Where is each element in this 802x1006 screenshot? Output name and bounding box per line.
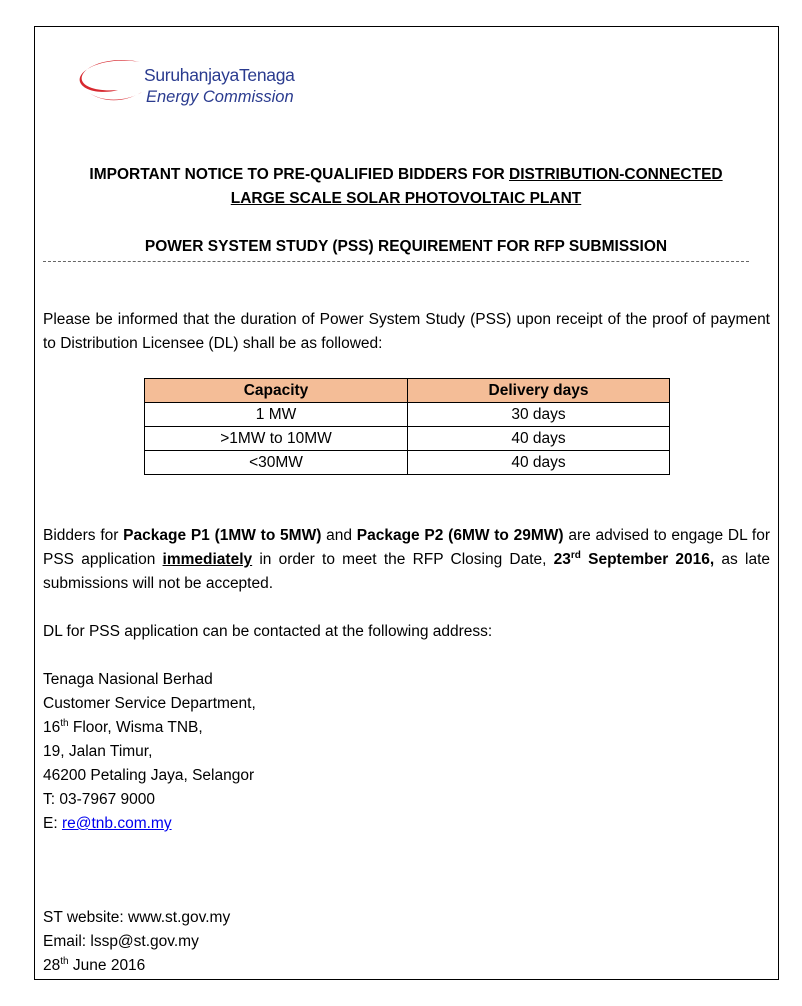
intro-paragraph: Please be informed that the duration of Power System Study (PSS) upon receipt of the proof of payment to Distribution Licensee (DL) shall be as followed: bbox=[43, 311, 770, 352]
footer-date-suffix: th bbox=[60, 956, 69, 967]
advice-text: Bidders for bbox=[43, 527, 124, 544]
table-row bbox=[145, 403, 670, 427]
footer-website: ST website: www.st.gov.my bbox=[43, 909, 231, 926]
address-department: Customer Service Department, bbox=[43, 695, 256, 712]
closing-date-suffix: rd bbox=[570, 550, 581, 561]
advice-text: are advised to engage DL for PSS application bbox=[43, 527, 770, 568]
title-prefix: IMPORTANT NOTICE TO PRE-QUALIFIED BIDDERS FOR bbox=[89, 166, 510, 183]
closing-date-rest: September 2016, bbox=[580, 551, 715, 568]
swoosh-logo-icon bbox=[74, 52, 144, 112]
package-p2: Package P2 (6MW to 29MW) bbox=[356, 527, 564, 544]
table-header-row bbox=[145, 379, 670, 403]
contact-intro: DL for PSS application can be contacted at the following address: bbox=[43, 623, 493, 640]
footer-date-day: 28 bbox=[43, 957, 61, 974]
address-phone: T: 03-7967 9000 bbox=[43, 791, 156, 808]
advice-text: as late submissions will not be accepted. bbox=[43, 551, 770, 592]
address-street: 19, Jalan Timur, bbox=[43, 743, 153, 760]
email-link[interactable]: re@tnb.com.my bbox=[61, 815, 172, 832]
cell-days: 30 days bbox=[408, 403, 670, 427]
notice-title bbox=[44, 163, 768, 211]
floor-number: 16 bbox=[43, 719, 61, 736]
cell-capacity: >1MW to 10MW bbox=[145, 427, 408, 451]
title-underlined-1: DISTRIBUTION-CONNECTED bbox=[509, 166, 723, 183]
header-capacity: Capacity bbox=[145, 379, 408, 403]
header-delivery-days: Delivery days bbox=[408, 379, 670, 403]
delivery-table bbox=[144, 378, 670, 475]
address-city: 46200 Petaling Jaya, Selangor bbox=[43, 767, 255, 784]
email-label: E: bbox=[43, 815, 62, 832]
logo-line2: Energy Commission bbox=[146, 88, 294, 106]
energy-commission-logo bbox=[74, 52, 334, 112]
table-row bbox=[145, 427, 670, 451]
advice-text: and bbox=[321, 527, 357, 544]
dashed-divider bbox=[43, 261, 749, 262]
advice-paragraph bbox=[43, 524, 770, 596]
address-floor bbox=[43, 716, 203, 740]
closing-date-day: 23 bbox=[553, 551, 571, 568]
floor-rest: Floor, Wisma TNB, bbox=[68, 719, 203, 736]
subheading: POWER SYSTEM STUDY (PSS) REQUIREMENT FOR RFP SUBMISSION bbox=[144, 238, 668, 255]
cell-capacity: 1 MW bbox=[145, 403, 408, 427]
address-email-line bbox=[43, 812, 172, 836]
advice-text: in order to meet the RFP Closing Date, bbox=[252, 551, 554, 568]
immediately-emphasis: immediately bbox=[162, 551, 253, 568]
footer-email: Email: lssp@st.gov.my bbox=[43, 933, 199, 950]
cell-days: 40 days bbox=[408, 451, 670, 475]
footer-date-rest: June 2016 bbox=[68, 957, 146, 974]
cell-capacity: <30MW bbox=[145, 451, 408, 475]
table-row bbox=[145, 451, 670, 475]
footer-date bbox=[43, 954, 145, 978]
floor-suffix: th bbox=[60, 718, 69, 729]
title-underlined-2: LARGE SCALE SOLAR PHOTOVOLTAIC PLANT bbox=[230, 190, 582, 207]
logo-line1: SuruhanjayaTenaga bbox=[144, 65, 295, 85]
package-p1: Package P1 (1MW to 5MW) bbox=[123, 527, 322, 544]
cell-days: 40 days bbox=[408, 427, 670, 451]
address-company: Tenaga Nasional Berhad bbox=[43, 671, 213, 688]
